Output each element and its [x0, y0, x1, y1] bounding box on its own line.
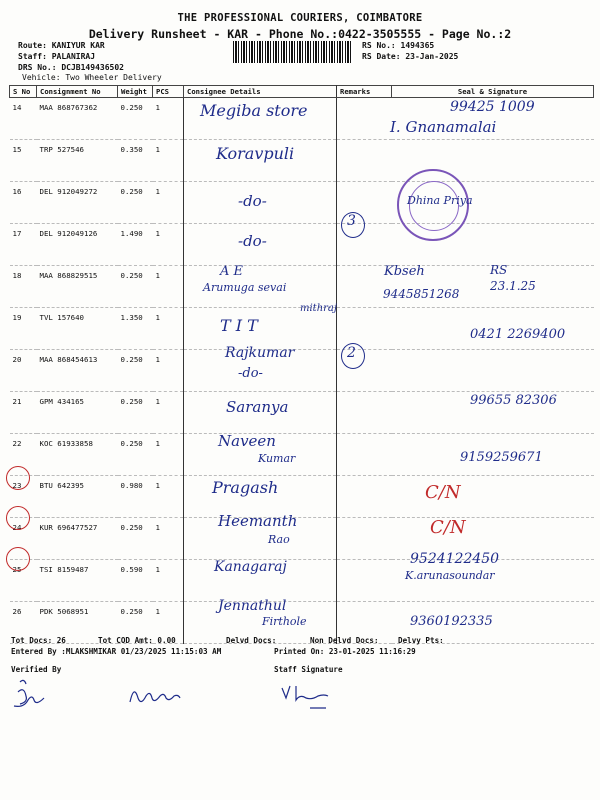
total-docs: Tot Docs: 26 [11, 636, 66, 645]
row-consignment-no: DEL 912049126 [37, 224, 118, 266]
hw-date-18: 23.1.25 [490, 279, 536, 293]
table-row [10, 140, 594, 182]
table-row [10, 182, 594, 224]
hw-consignee-26-line2: Firthole [262, 615, 307, 628]
row-seal-signature [392, 350, 594, 392]
entered-by: Entered By :MLAKSHMIKAR 01/23/2025 11:15:03 AM [11, 647, 222, 656]
row-seal-signature [392, 476, 594, 518]
row-sno: 15 [10, 140, 37, 182]
row-pcs: 1 [153, 224, 184, 266]
row-sno: 21 [10, 392, 37, 434]
row-pcs: 1 [153, 308, 184, 350]
hw-consignee-14: Megiba store [200, 101, 308, 120]
row-sno: 18 [10, 266, 37, 308]
row-pcs: 1 [153, 266, 184, 308]
row-sno: 26 [10, 602, 37, 644]
row-consignment-no: TRP 527546 [37, 140, 118, 182]
row-remarks [337, 140, 392, 182]
col-weight: Weight [118, 86, 153, 98]
row-weight: 0.980 [118, 476, 153, 518]
row-consignment-no: PDK 5068951 [37, 602, 118, 644]
row-pcs: 1 [153, 140, 184, 182]
table-row [10, 350, 594, 392]
row-weight: 0.350 [118, 140, 153, 182]
verified-by-label: Verified By [11, 665, 62, 674]
row-remarks [337, 308, 392, 350]
vehicle-label: Vehicle: Two Wheeler Delivery [22, 73, 162, 82]
hw-phone-25: 9524122450 [410, 551, 500, 567]
route-label: Route: KANIYUR KAR [18, 41, 105, 50]
verified-signature [14, 680, 44, 706]
row-consignment-no: MAA 868454613 [37, 350, 118, 392]
staff-label: Staff: PALANIRAJ [18, 52, 96, 61]
row-weight: 0.250 [118, 392, 153, 434]
row-weight: 1.350 [118, 308, 153, 350]
footer-signatures [0, 670, 600, 730]
row-weight: 0.250 [118, 182, 153, 224]
hw-phone-14: 99425 1009 [450, 99, 535, 115]
hw-rs-18: RS [490, 263, 508, 277]
col-pcs: PCS [153, 86, 184, 98]
row-weight: 0.250 [118, 602, 153, 644]
row-remarks [337, 518, 392, 560]
row-weight: 0.250 [118, 350, 153, 392]
row-consignment-no: DEL 912049272 [37, 182, 118, 224]
sno-circle-23 [6, 466, 30, 490]
hw-consignee-22-line2: Kumar [258, 452, 296, 465]
hw-consignee-18: A E [220, 264, 244, 279]
printed-on: Printed On: 23-01-2025 11:16:29 [274, 647, 416, 656]
hw-consignee-26: Jennathul [218, 598, 287, 614]
row-pcs: 1 [153, 392, 184, 434]
delivery-points: Delvy Pts: [398, 636, 444, 645]
row-consignment-no: TVL 157640 [37, 308, 118, 350]
row-sno: 19 [10, 308, 37, 350]
row-pcs: 1 [153, 518, 184, 560]
row-weight: 0.250 [118, 518, 153, 560]
delivered-docs: Delvd Docs: [226, 636, 277, 645]
table-row [10, 224, 594, 266]
row-consignment-no: TSI 8159487 [37, 560, 118, 602]
hw-consignee-15: Koravpuli [216, 144, 295, 163]
row-remarks [337, 98, 392, 140]
hw-phone-18: 9445851268 [383, 287, 460, 301]
row-pcs: 1 [153, 602, 184, 644]
hw-consignee-20: Rajkumar [225, 345, 295, 361]
hw-signature-18: Kbseh [384, 264, 425, 279]
row-sno: 23 [10, 476, 37, 518]
table-header [10, 86, 594, 98]
hw-name-25: K.arunasoundar [405, 569, 495, 582]
runsheet-table [9, 85, 594, 644]
row-sno: 14 [10, 98, 37, 140]
table-row [10, 476, 594, 518]
hw-consignee-24-line2: Rao [268, 533, 290, 546]
hw-note-19: mithraj [300, 303, 337, 314]
table-row [10, 560, 594, 602]
row-sno: 22 [10, 434, 37, 476]
row-sno: 16 [10, 182, 37, 224]
col-consignee: Consignee Details [184, 86, 337, 98]
row-sno: 25 [10, 560, 37, 602]
row-pcs: 1 [153, 98, 184, 140]
company-name: THE PROFESSIONAL COURIERS, COIMBATORE [177, 12, 423, 24]
row-remarks [337, 560, 392, 602]
rs-date: RS Date: 23-Jan-2025 [362, 52, 459, 61]
runsheet-title: Delivery Runsheet - KAR - Phone No.:0422-3505555 - Page No.:2 [88, 27, 512, 41]
hw-consignee-19: T I T [220, 316, 258, 335]
row-weight: 0.250 [118, 266, 153, 308]
row-pcs: 1 [153, 476, 184, 518]
col-consignment: Consignment No [37, 86, 118, 98]
row-consignment-no: MAA 868767362 [37, 98, 118, 140]
hw-consignee-21: Saranya [226, 398, 289, 416]
table-row [10, 518, 594, 560]
total-cod: Tot COD Amt: 0.00 [98, 636, 176, 645]
hw-remark-23: C/N [425, 482, 461, 503]
row-weight: 0.590 [118, 560, 153, 602]
hw-consignee-24: Heemanth [218, 512, 298, 530]
row-consignment-no: KOC 61933858 [37, 434, 118, 476]
col-sno: S No [10, 86, 37, 98]
sno-circle-24 [6, 506, 30, 530]
hw-consignee-17: -do- [238, 232, 267, 250]
row-consignment-no: KUR 696477527 [37, 518, 118, 560]
hw-remark-24: C/N [430, 517, 466, 538]
row-consignment-no: BTU 642395 [37, 476, 118, 518]
hw-bracket-count-1: 3 [347, 213, 356, 229]
row-pcs: 1 [153, 350, 184, 392]
rs-number: RS No.: 1494365 [362, 41, 435, 50]
row-weight: 0.250 [118, 434, 153, 476]
row-pcs: 1 [153, 560, 184, 602]
hw-consignee-18-line2: Arumuga sevai [203, 281, 287, 294]
hw-consignee-23: Pragash [212, 478, 279, 497]
non-delivered-docs: Non Delvd Docs: [310, 636, 379, 645]
hw-phone-21: 99655 82306 [470, 393, 557, 408]
hw-consignee-20-line2: -do- [238, 366, 263, 381]
row-pcs: 1 [153, 434, 184, 476]
hw-signature-14: I. Gnanamalai [390, 118, 497, 136]
row-sno: 17 [10, 224, 37, 266]
row-sno: 24 [10, 518, 37, 560]
hw-consignee-25: Kanagaraj [214, 559, 287, 575]
barcode [233, 41, 353, 63]
hw-bracket-count-2: 2 [347, 345, 356, 361]
row-remarks [337, 392, 392, 434]
hw-phone-26: 9360192335 [410, 614, 493, 629]
col-seal-signature: Seal & Signature [392, 86, 594, 98]
hw-stamp-signature: Dhina Priya [407, 194, 473, 207]
row-remarks [337, 434, 392, 476]
row-sno: 20 [10, 350, 37, 392]
hw-consignee-22: Naveen [218, 432, 276, 450]
col-remarks: Remarks [337, 86, 392, 98]
row-pcs: 1 [153, 182, 184, 224]
staff-signature-label: Staff Signature [274, 665, 343, 674]
staff-signature [282, 686, 328, 708]
sno-circle-25 [6, 547, 30, 571]
hw-phone-22: 9159259671 [460, 450, 543, 465]
row-consignment-no: GPM 434165 [37, 392, 118, 434]
row-weight: 0.250 [118, 98, 153, 140]
hw-consignee-16: -do- [238, 192, 267, 210]
hw-phone-20: 0421 2269400 [470, 327, 566, 342]
row-weight: 1.490 [118, 224, 153, 266]
drs-number: DRS No.: DCJB149436502 [18, 63, 124, 72]
approver-signature [130, 692, 180, 702]
row-remarks [337, 476, 392, 518]
row-consignment-no: MAA 868829515 [37, 266, 118, 308]
